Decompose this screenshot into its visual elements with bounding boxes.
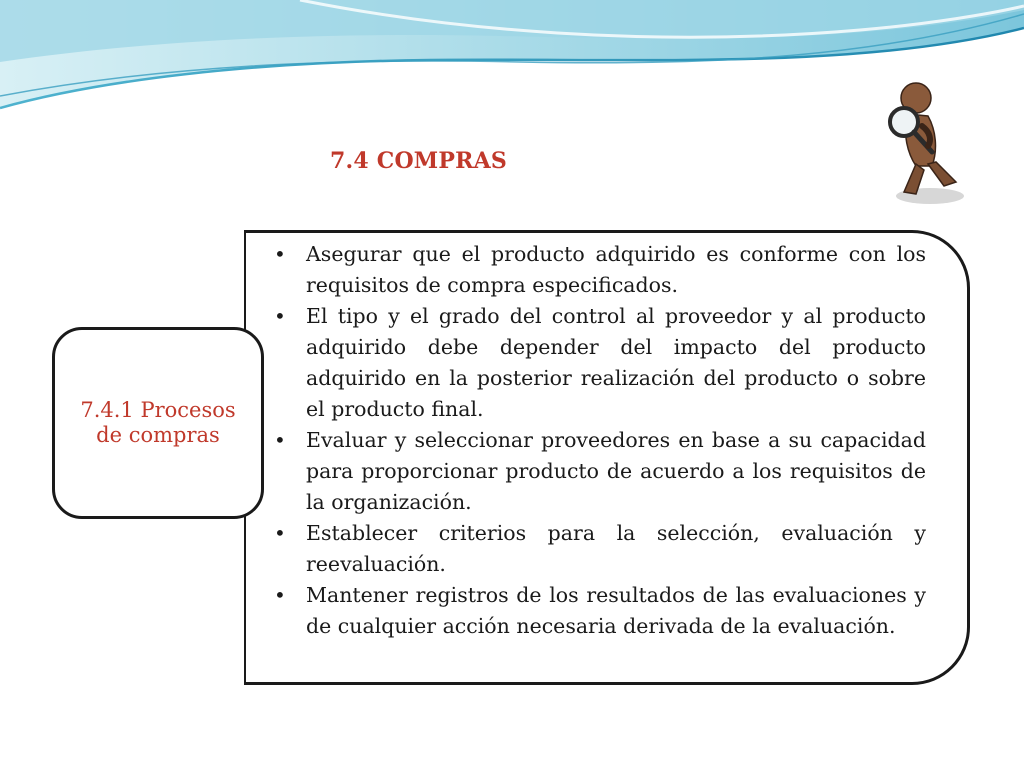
list-item bbox=[272, 518, 926, 580]
list-item bbox=[272, 580, 926, 642]
bullet-text: Mantener registros de los resultados de las evaluaciones y de cualquier acción necesaria derivada de la evaluación. bbox=[306, 583, 926, 638]
bullet-list bbox=[272, 239, 926, 642]
bullet-marker: • bbox=[274, 428, 286, 452]
bullet-marker: • bbox=[274, 242, 286, 266]
header-waves-decoration bbox=[0, 0, 1024, 130]
bullet-text: Asegurar que el producto adquirido es conforme con los requisitos de compra especificados. bbox=[306, 242, 926, 297]
bullet-marker: • bbox=[274, 304, 286, 328]
person-with-magnifying-glass-icon bbox=[872, 74, 972, 208]
bullet-text: El tipo y el grado del control al proveedor y al producto adquirido debe depender del impacto del producto adquirido en la posterior realización del producto o sobre el producto final. bbox=[306, 304, 926, 421]
bullet-marker: • bbox=[274, 521, 286, 545]
section-label-box bbox=[52, 327, 264, 519]
list-item bbox=[272, 301, 926, 425]
list-item bbox=[272, 425, 926, 518]
bullet-text: Evaluar y seleccionar proveedores en base a su capacidad para proporcionar producto de acuerdo a los requisitos de la organización. bbox=[306, 428, 926, 514]
slide-title: 7.4 COMPRAS bbox=[330, 148, 507, 174]
section-label: 7.4.1 Procesos de compras bbox=[80, 398, 236, 447]
bullet-text: Establecer criterios para la selección, evaluación y reevaluación. bbox=[306, 521, 926, 576]
bullet-marker: • bbox=[274, 583, 286, 607]
list-item bbox=[272, 239, 926, 301]
